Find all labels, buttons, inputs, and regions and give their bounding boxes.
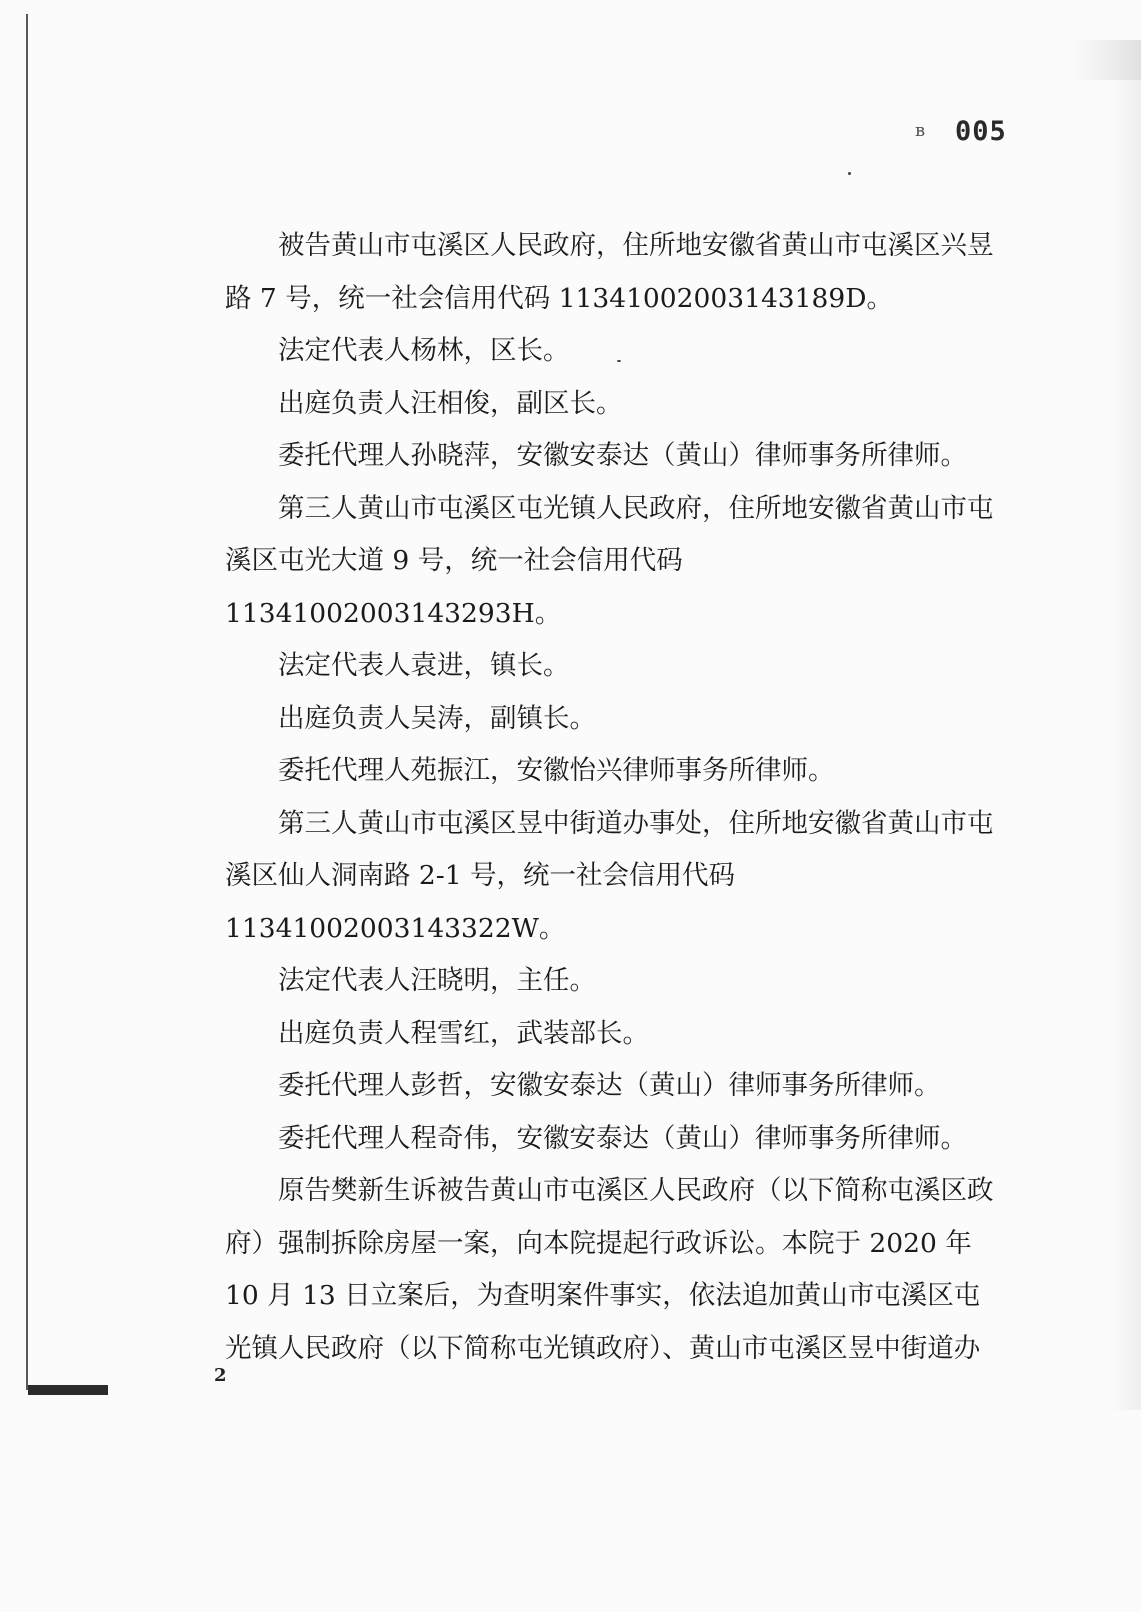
scan-speck xyxy=(848,172,851,175)
paragraph-text: 委托代理人苑振江，安徽怡兴律师事务所律师。 xyxy=(278,755,835,786)
paragraph-text: 委托代理人程奇伟，安徽安泰达（黄山）律师事务所律师。 xyxy=(278,1122,967,1154)
paragraph-text: 委托代理人孙晓萍，安徽安泰达（黄山）律师事务所律师。 xyxy=(278,440,967,471)
page-mark: ʙ xyxy=(915,120,926,141)
paragraph-court-attendee xyxy=(225,1008,1000,1061)
paragraph-text: 法定代表人汪晓明，主任。 xyxy=(278,965,596,996)
paragraph-text: 法定代表人袁进，镇长。 xyxy=(278,650,570,681)
paragraph-agent xyxy=(225,1113,1000,1166)
paragraph-text: 被告黄山市屯溪区人民政府，住所地安徽省黄山市屯溪区兴昱路 7 号，统一社会信用代码 11341002003143189D。 xyxy=(225,230,994,314)
paragraph-agent xyxy=(225,745,1000,798)
paragraph-court-attendee xyxy=(225,693,1000,746)
document-body xyxy=(225,220,1000,1375)
paragraph-text: 出庭负责人吴涛，副镇长。 xyxy=(278,702,596,734)
scan-shade xyxy=(1071,40,1141,80)
paragraph-text: 原告樊新生诉被告黄山市屯溪区人民政府（以下简称屯溪区政府）强制拆除房屋一案，向本院提起行政诉讼。本院于 2020 年 10 月 13 日立案后，为查明案件事实，依法追加黄山市屯溪区屯光镇人民政府（以下简称屯光镇政府）、黄山市屯溪区昱中街道办 xyxy=(225,1175,994,1364)
page-code: 005 xyxy=(955,116,1007,147)
paragraph-agent xyxy=(225,1060,1000,1113)
paragraph-third-party xyxy=(225,798,1000,956)
scan-edge-bottom xyxy=(28,1385,108,1395)
paragraph-agent xyxy=(225,430,1000,483)
paragraph-legal-rep xyxy=(225,640,1000,693)
paragraph-text: 出庭负责人汪相俊，副区长。 xyxy=(278,387,623,419)
page-number: 2 xyxy=(214,1365,227,1386)
paragraph-legal-rep xyxy=(225,955,1000,1008)
scan-edge-left xyxy=(26,14,28,1390)
paragraph-third-party xyxy=(225,483,1000,641)
scan-shade xyxy=(1111,80,1141,1410)
paragraph-case-summary xyxy=(225,1165,1000,1375)
paragraph-text: 出庭负责人程雪红，武装部长。 xyxy=(278,1017,649,1049)
paragraph-text: 委托代理人彭哲，安徽安泰达（黄山）律师事务所律师。 xyxy=(278,1070,941,1101)
paragraph-text: 第三人黄山市屯溪区昱中街道办事处，住所地安徽省黄山市屯溪区仙人洞南路 2-1 号，统一社会信用代码 11341002003143322W。 xyxy=(225,807,994,944)
paragraph-legal-rep xyxy=(225,325,1000,378)
paragraph-text: 法定代表人杨林，区长。 xyxy=(278,335,570,366)
paragraph-defendant xyxy=(225,220,1000,325)
paragraph-court-attendee xyxy=(225,378,1000,431)
paragraph-text: 第三人黄山市屯溪区屯光镇人民政府，住所地安徽省黄山市屯溪区屯光大道 9 号，统一社会信用代码 11341002003143293H。 xyxy=(225,492,994,629)
